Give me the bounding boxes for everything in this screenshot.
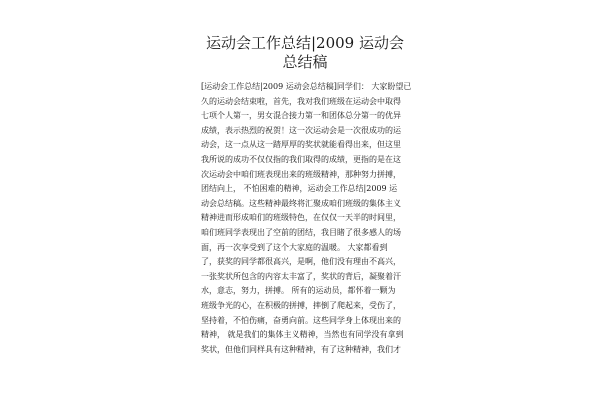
body-line: 动会，这一点从这一踏厚厚的奖状就能看得出来，但这里	[201, 140, 401, 150]
body-line: [运动会工作总结|2009 运动会总结稿]同学们： 大家盼望已	[201, 82, 411, 91]
body-line: 坚持着，不怕伤痛，奋勇向前。这些同学身上体现出来的	[201, 315, 401, 325]
body-line: 次运动会中咱们班表现出来的班级精神，那种努力拼搏，	[201, 169, 401, 179]
body-line: 精神进而形成咱们的班级特色，在仅仅一天半的时间里，	[201, 213, 401, 223]
body-line: 动会总结稿。这些精神最终将汇聚成咱们班级的集体主义	[201, 198, 401, 208]
body-line: 团结向上， 不怕困难的精神，运动会工作总结|2009 运	[201, 184, 398, 194]
body-line: 水，意志，努力，拼搏。 所有的运动员，都怀着一颗为	[201, 286, 396, 296]
body-line: 久的运动会结束啦，首先，我对我们班级在运动会中取得	[201, 96, 401, 106]
body-line: 成绩，表示热烈的祝贺！这一次运动会是一次很成功的运	[201, 125, 401, 135]
title-line-1: 运动会工作总结|2009 运动会	[206, 34, 404, 52]
body-line: 七项个人第一，男女混合接力第一和团体总分第一的优异	[201, 111, 401, 121]
body-line: 精神， 就是我们的集体主义精神，当然也有同学没有拿到	[201, 330, 404, 340]
body-line: 班级争光的心，在积极的拼搏，摔倒了爬起来，受伤了，	[201, 300, 401, 310]
title-line-2: 总结稿	[282, 53, 328, 71]
body-line: 咱们班同学表现出了空前的团结，我目睹了很多感人的场	[201, 227, 401, 237]
body-line: 了，获奖的同学都很高兴，是啊，他们没有理由不高兴，	[201, 257, 401, 267]
document-title	[200, 34, 410, 72]
body-line: 奖状，但他们同样具有这种精神，有了这种精神，我们才	[201, 344, 401, 354]
body-line: 我所说的成功不仅仅指的我们取得的成绩，更指的是在这	[201, 154, 401, 164]
body-line: 面，再一次享受到了这个大家庭的温暖。 大家都看到	[201, 242, 388, 252]
document-body	[201, 80, 411, 357]
body-line: 一张奖状所包含的内容太丰富了，奖状的背后，凝聚着汗	[201, 271, 401, 281]
